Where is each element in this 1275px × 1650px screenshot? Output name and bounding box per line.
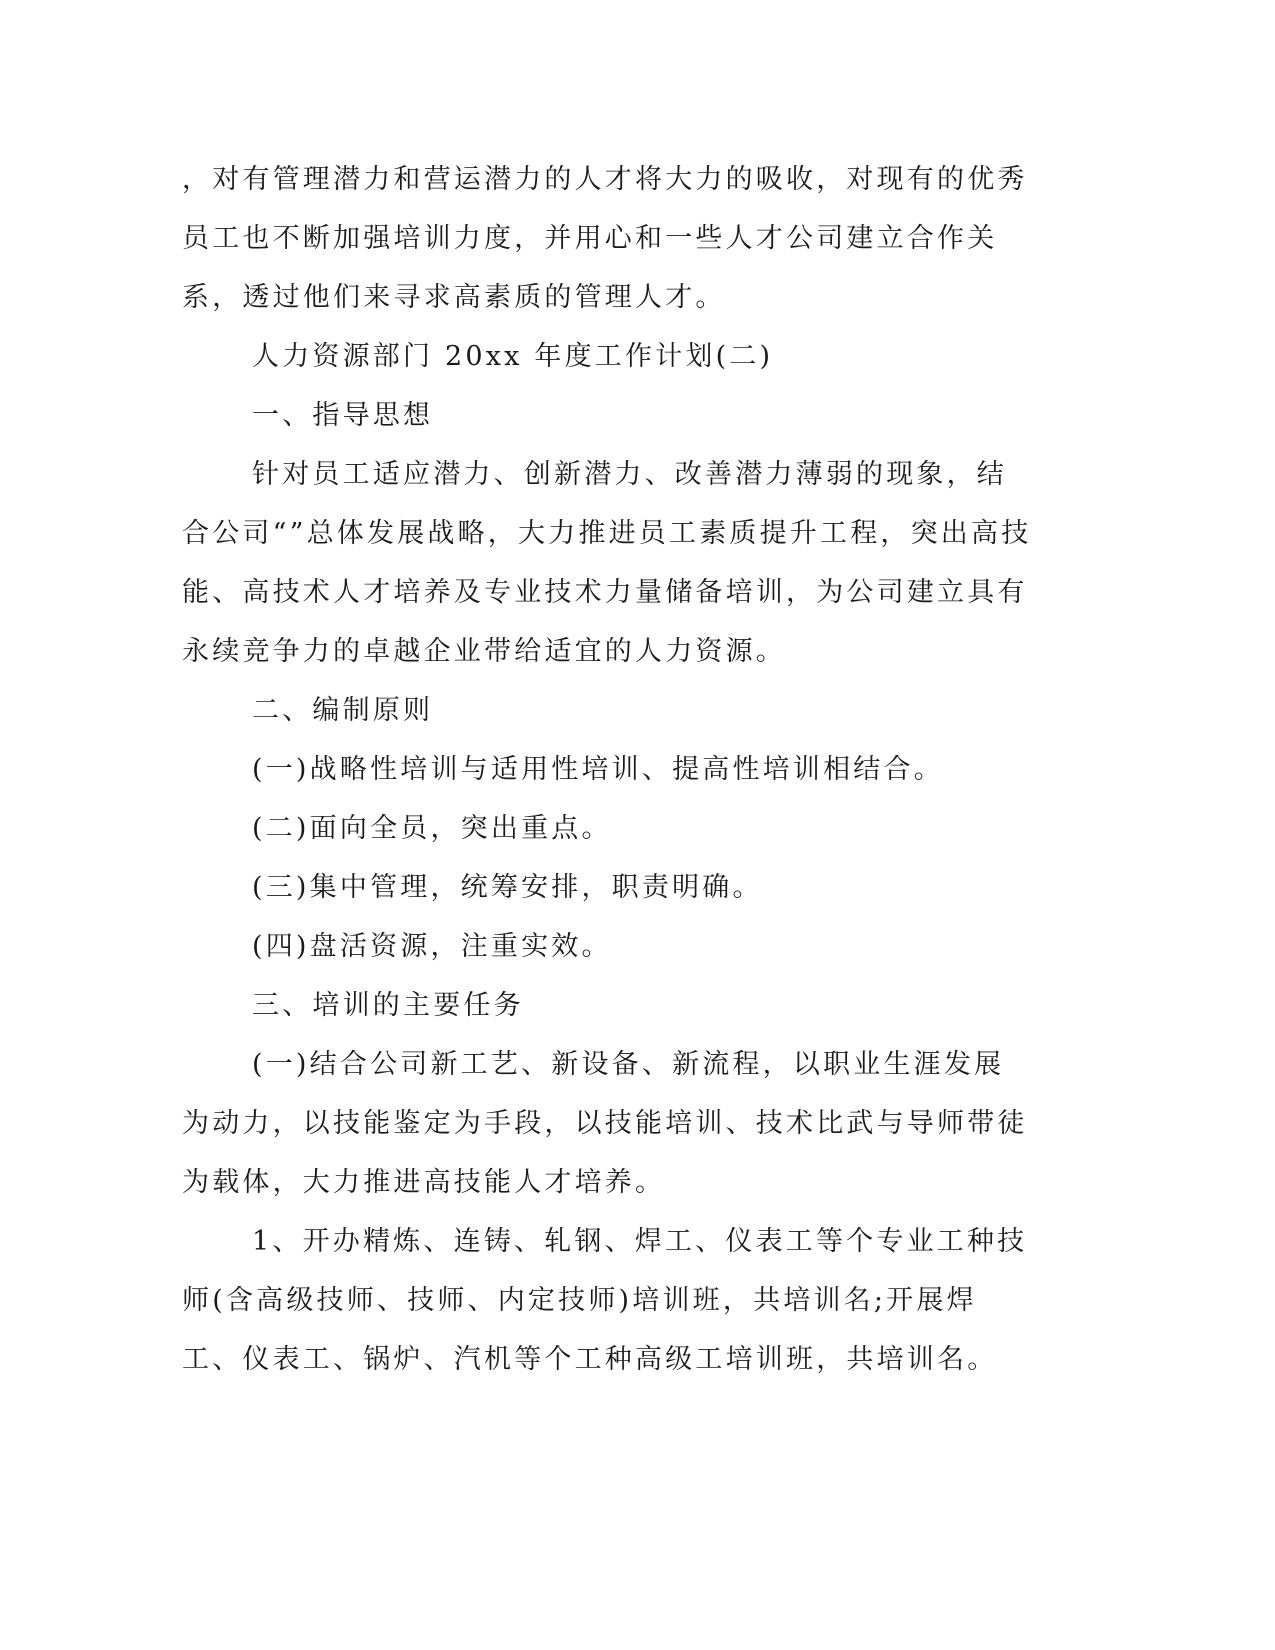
heading-main-tasks: 三、培训的主要任务 — [252, 990, 524, 1021]
task-paragraph-2: 1、开办精炼、连铸、轧钢、焊工、仪表工等个专业工种技师(含高级技师、技师、内定技师)培训班，共培训名;开展焊工、仪表工、锅炉、汽机等个工种高级工培训班，共培训名。 — [182, 1226, 1028, 1375]
document-body — [182, 150, 1032, 1389]
principle-item-1: (一)战略性培训与适用性培训、提高性培训相结合。 — [252, 754, 944, 785]
heading-principles: 二、编制原则 — [252, 695, 434, 726]
principle-item-3: (三)集中管理，统筹安排，职责明确。 — [252, 872, 763, 903]
heading-guiding-thought: 一、指导思想 — [252, 400, 434, 431]
principle-item-2: (二)面向全员，突出重点。 — [252, 813, 612, 844]
paragraph-guiding-thought: 针对员工适应潜力、创新潜力、改善潜力薄弱的现象，结合公司“”总体发展战略，大力推进员工素质提升工程，突出高技能、高技术人才培养及专业技术力量储备培训，为公司建立具有永续竞争力的卓越企业带给适宜的人力资源。 — [182, 459, 1032, 667]
paragraph-intro-continuation: ，对有管理潜力和营运潜力的人才将大力的吸收，对现有的优秀员工也不断加强培训力度，并用心和一些人才公司建立合作关系，透过他们来寻求高素质的管理人才。 — [182, 164, 1028, 313]
principle-item-4: (四)盘活资源，注重实效。 — [252, 931, 612, 962]
section-title: 人力资源部门 20xx 年度工作计划(二) — [252, 341, 774, 372]
task-paragraph-1: (一)结合公司新工艺、新设备、新流程，以职业生涯发展为动力，以技能鉴定为手段，以技能培训、技术比武与导师带徒为载体，大力推进高技能人才培养。 — [182, 1049, 1028, 1198]
